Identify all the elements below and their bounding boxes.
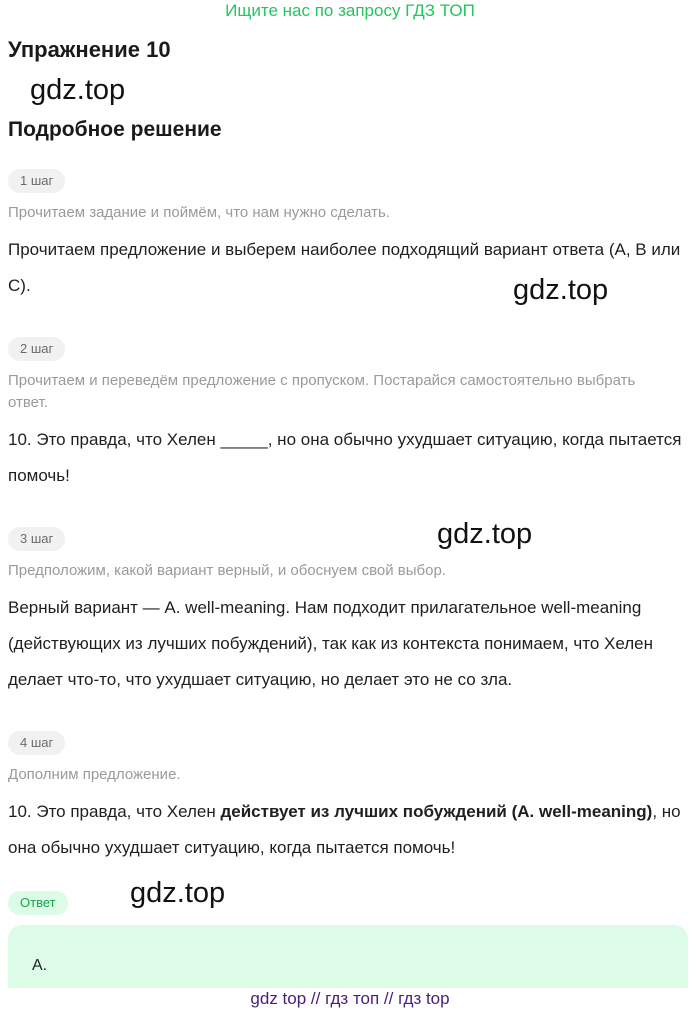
step-text-3: Верный вариант — A. well-meaning. Нам подходит прилагательное well-meaning (действующих из лучших побуждений), так как из контекста понимаем, что Хелен делает что-то, что ухудшает ситуацию, но делает это не со зла.	[8, 598, 653, 689]
step-text-4	[8, 794, 690, 866]
step-text-2: 10. Это правда, что Хелен _____, но она обычно ухудшает ситуацию, когда пытается помочь!	[8, 430, 682, 485]
step-hint-3: Предположим, какой вариант верный, и обоснуем свой выбор.	[8, 562, 446, 579]
step-badge-1: 1 шаг	[8, 169, 65, 193]
step-badge-2: 2 шаг	[8, 337, 65, 361]
watermark: gdz.top	[130, 877, 226, 909]
watermark: gdz.top	[30, 74, 126, 106]
answer-badge: Ответ	[8, 891, 68, 915]
section-title: Подробное решение	[8, 118, 222, 141]
step-hint-2: Прочитаем и переведём предложение с пропуском. Постарайся самостоятельно выбрать ответ.	[8, 372, 636, 411]
step-text-1: Прочитаем предложение и выберем наиболее подходящий вариант ответа (A, B или C).	[8, 240, 681, 295]
step-hint-1: Прочитаем задание и поймём, что нам нужно сделать.	[8, 204, 391, 221]
search-banner: Ищите нас по запросу ГДЗ ТОП	[225, 1, 475, 20]
answer-box	[8, 925, 688, 995]
watermark: gdz.top	[513, 274, 609, 306]
answer-value: A.	[32, 957, 48, 974]
footer-links: gdz top // гдз топ // гдз top	[0, 988, 700, 1010]
step-text-4-bold: действует из лучших побуждений (A. well-meaning)	[220, 802, 653, 821]
step-badge-4: 4 шаг	[8, 731, 65, 755]
watermark: gdz.top	[437, 518, 533, 550]
page-title: Упражнение 10	[8, 37, 171, 62]
step-text-4-before: 10. Это правда, что Хелен	[8, 802, 221, 821]
step-hint-4: Дополним предложение.	[8, 766, 181, 783]
step-text-4-after: , но она обычно ухудшает ситуацию, когда пытается помочь!	[8, 802, 681, 857]
step-badge-3: 3 шаг	[8, 527, 65, 551]
